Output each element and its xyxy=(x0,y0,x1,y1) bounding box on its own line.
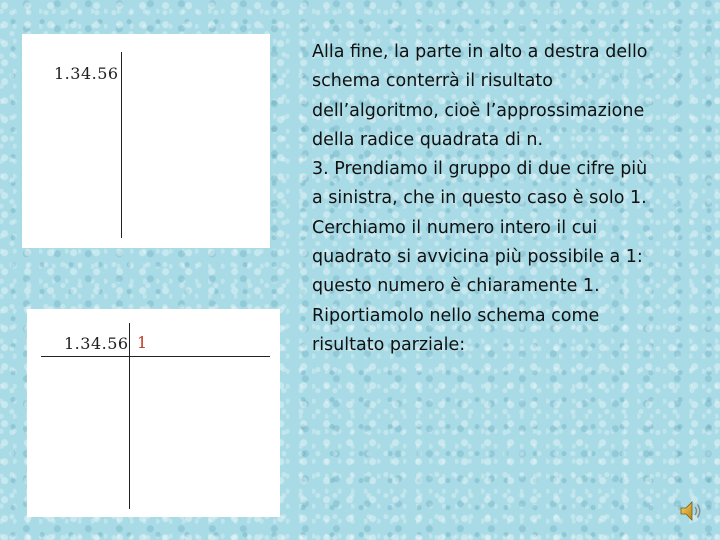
scheme-vertical-line xyxy=(121,52,122,238)
figure-top-scheme xyxy=(22,34,270,248)
radicand-number: 1.34.56 xyxy=(54,64,119,83)
scheme-horizontal-line xyxy=(41,356,270,357)
scheme-vertical-line xyxy=(129,323,130,509)
explanation-text xyxy=(312,38,662,360)
paragraph-step-3: 3. Prendiamo il gruppo di due cifre più a sinistra, che in questo caso è solo 1. Cerchiamo il numero intero il cui quadrato si avvicina più possibile a 1: questo numero è chiaramente 1. Riportiamolo nello schema come risultato parziale: xyxy=(312,159,648,355)
figure-bottom-scheme xyxy=(27,309,280,517)
partial-result-digit: 1 xyxy=(137,333,148,352)
paragraph-conclusion: Alla fine, la parte in alto a destra dello schema conterrà il risultato dell’algoritmo, cioè l’approssimazione della radice quadrata di n. xyxy=(312,42,648,150)
radicand-number: 1.34.56 xyxy=(64,334,129,353)
speaker-icon[interactable] xyxy=(678,498,704,524)
